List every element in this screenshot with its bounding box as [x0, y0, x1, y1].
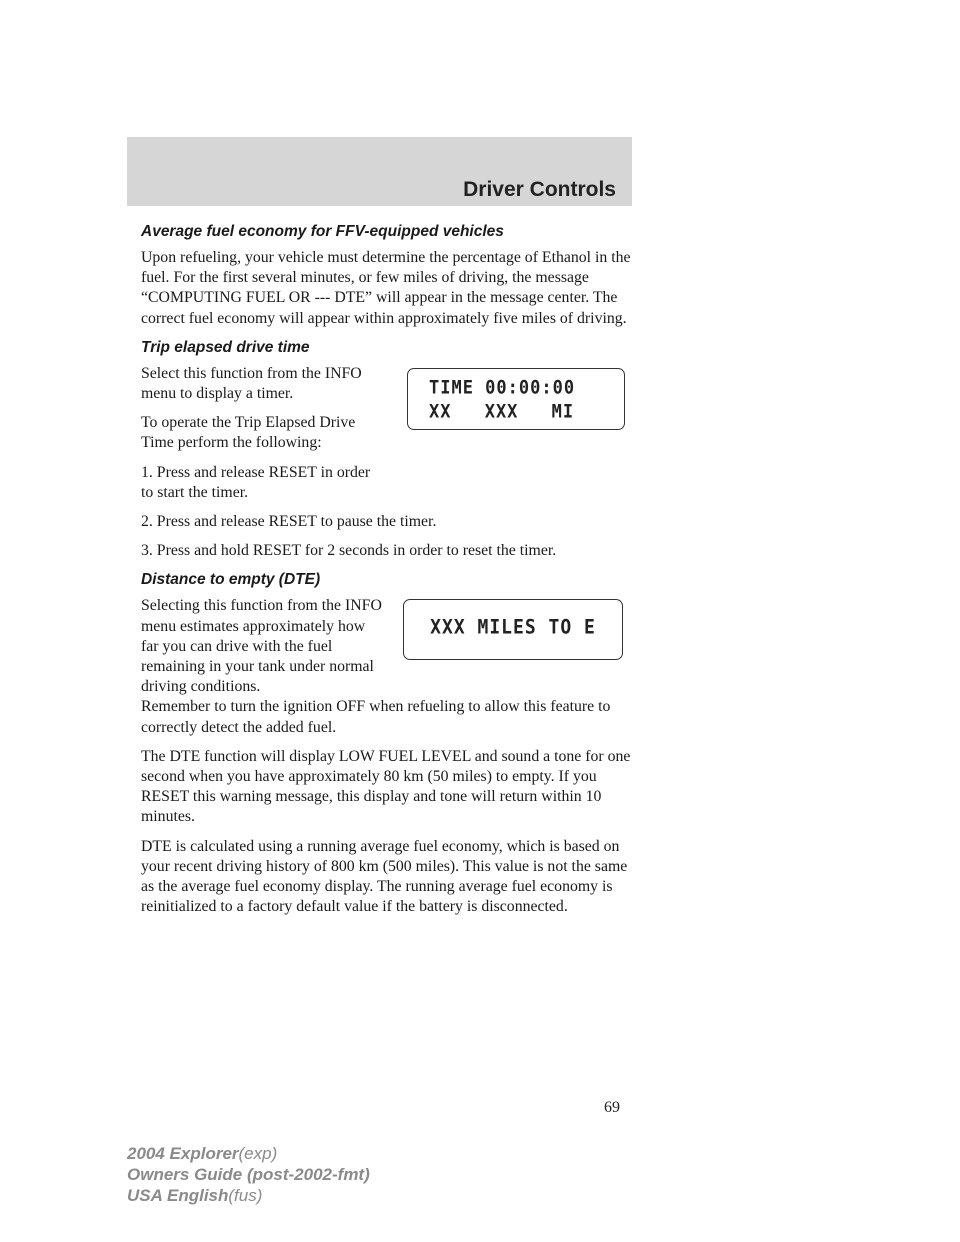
- trip-step1: 1. Press and release RESET in order to start the timer.: [141, 463, 371, 501]
- footer-model-code: (exp): [238, 1144, 278, 1163]
- header-band: [127, 137, 632, 206]
- trip-display-line1: TIME 00:00:00: [429, 376, 576, 399]
- trip-display-line2: XX XXX MI: [429, 400, 575, 423]
- trip-heading: Trip elapsed drive time: [141, 338, 310, 356]
- page-content: [141, 222, 637, 926]
- dte-display: [403, 599, 623, 660]
- page-number: 69: [604, 1099, 620, 1116]
- footer-model: 2004 Explorer: [127, 1144, 239, 1163]
- dte-block: [141, 596, 637, 697]
- footer: [127, 1143, 370, 1206]
- trip-step2: 2. Press and release RESET to pause the timer.: [141, 513, 437, 531]
- trip-block: [141, 364, 637, 503]
- section-title: Driver Controls: [463, 178, 616, 201]
- trip-p1: Select this function from the INFO menu to display a timer.: [141, 364, 362, 403]
- footer-language-code: (fus): [228, 1186, 263, 1205]
- dte-display-line1: XXX MILES TO E: [430, 616, 596, 640]
- dte-p3: DTE is calculated using a running average fuel economy, which is based on your recent driving history of 800 km (500 miles). This value is not the same as the average fuel economy display. The running average fuel economy is reinitialized to a factory default value if the battery is disconnected.: [141, 837, 628, 916]
- trip-timer-display: [407, 368, 625, 430]
- trip-step3: 3. Press and hold RESET for 2 seconds in order to reset the timer.: [141, 542, 557, 560]
- dte-p2: The DTE function will display LOW FUEL LEVEL and sound a tone for one second when you have approximately 80 km (50 miles) to empty. If you RESET this warning message, this display and tone will return within 10 minutes.: [141, 747, 631, 826]
- dte-p1b: Remember to turn the ignition OFF when refueling to allow this feature to correctly detect the added fuel.: [141, 698, 611, 736]
- ffv-body: Upon refueling, your vehicle must determine the percentage of Ethanol in the fuel. For the first several minutes, or few miles of driving, the message “COMPUTING FUEL OR --- DTE” will appear in the message center. The correct fuel economy will appear within approximately five miles of driving.: [141, 249, 631, 327]
- ffv-heading: Average fuel economy for FFV-equipped vehicles: [141, 223, 504, 240]
- footer-guide: Owners Guide (post-2002-fmt): [127, 1165, 370, 1184]
- dte-heading: Distance to empty (DTE): [141, 571, 321, 589]
- footer-language: USA English: [127, 1186, 229, 1205]
- dte-p1: Selecting this function from the INFO menu estimates approximately how far you can drive with the fuel remaining in your tank under normal driving conditions.: [141, 597, 382, 696]
- trip-p2: To operate the Trip Elapsed Drive Time perform the following:: [141, 414, 356, 452]
